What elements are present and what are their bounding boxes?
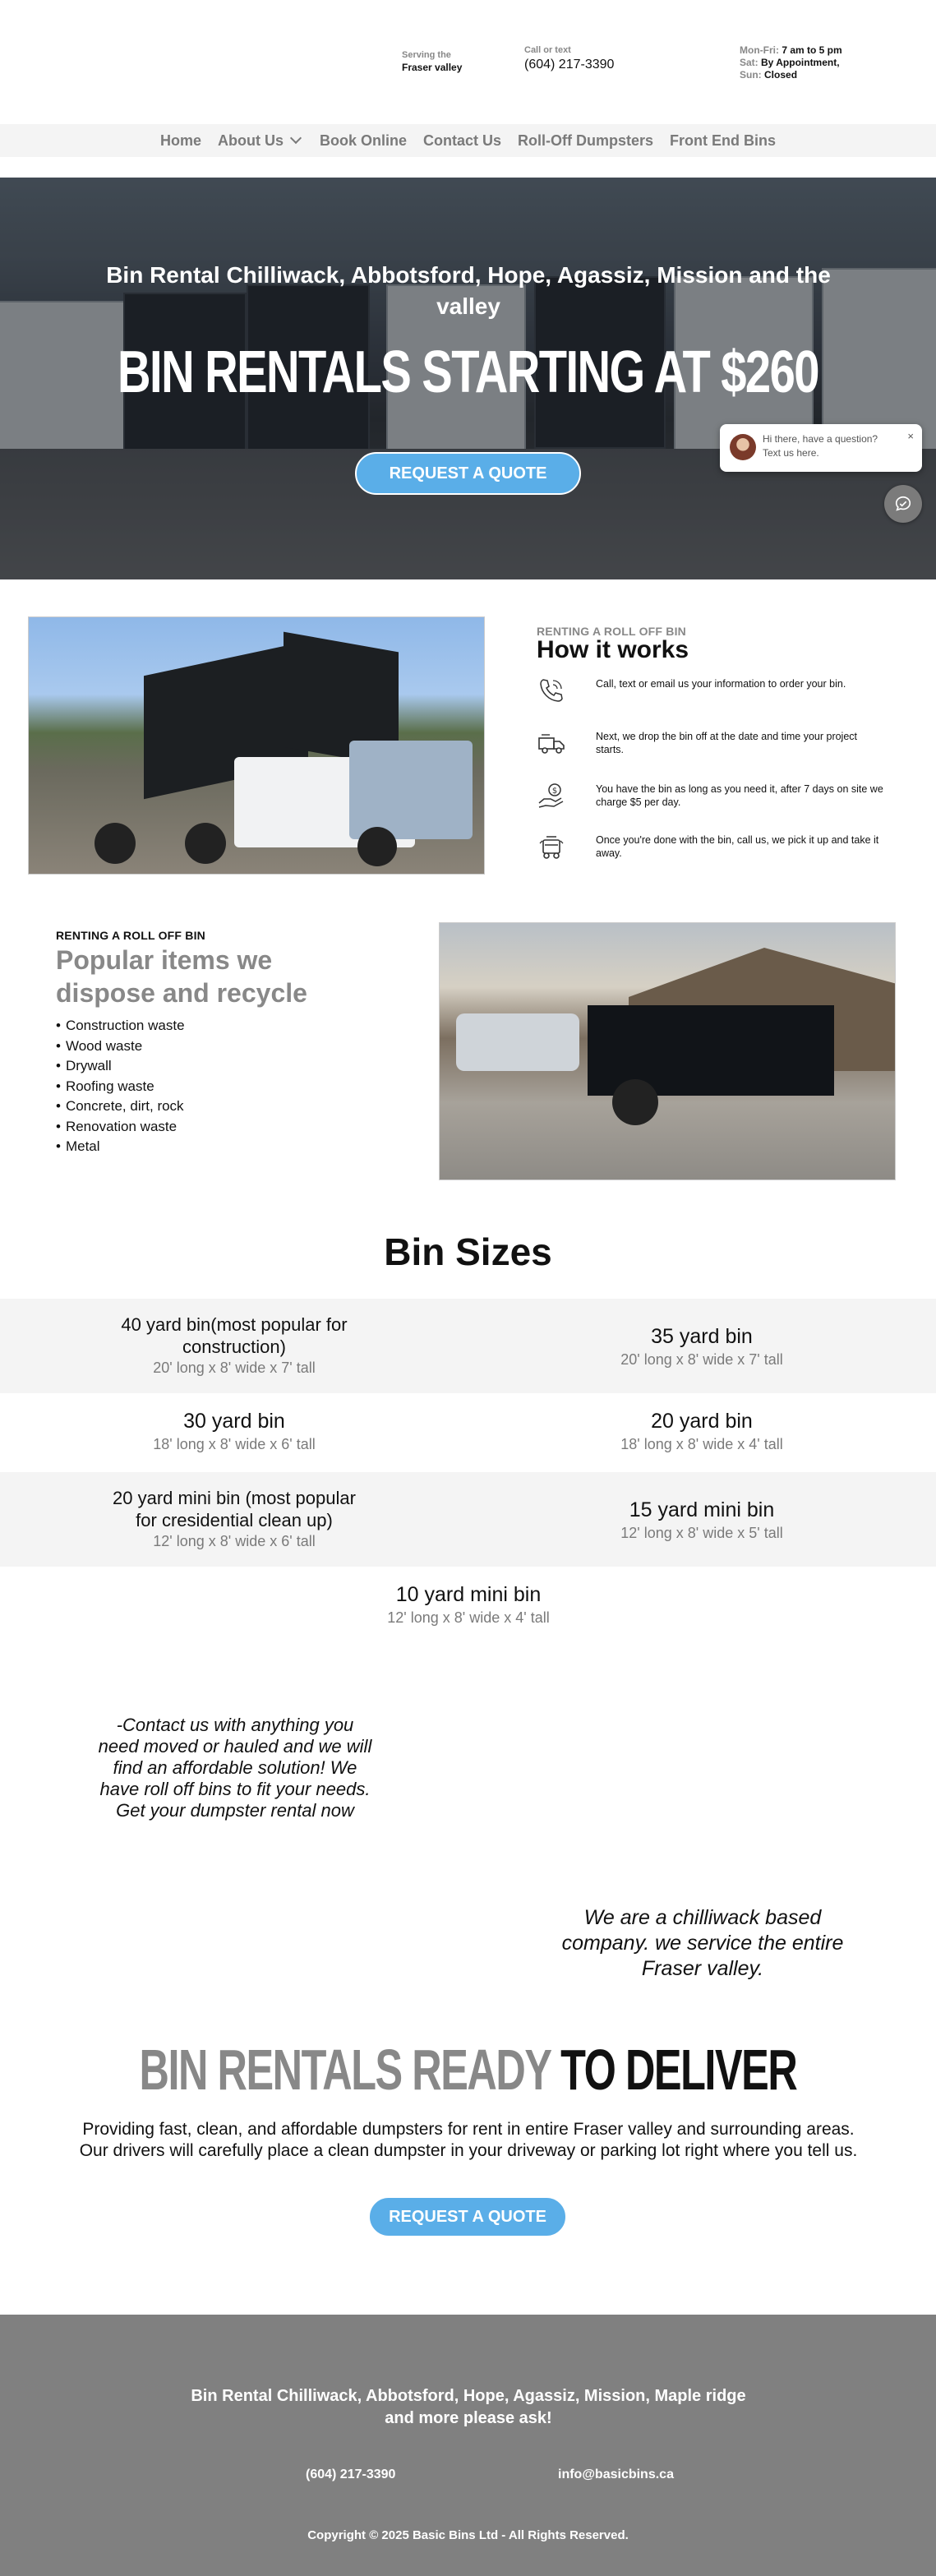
bin-size-name: 40 yard bin(most popular for construction) <box>121 1314 348 1357</box>
how-step-text: You have the bin as long as you need it, after 7 days on site we charge $5 per day. <box>596 783 883 808</box>
hero-subtitle: Bin Rental Chilliwack, Abbotsford, Hope, Agassiz, Mission and the valley <box>106 262 831 319</box>
ready-to-deliver-title <box>0 2037 936 2103</box>
main-nav <box>0 124 936 157</box>
photo-truck-cab <box>349 741 473 839</box>
chilliwack-based-quote: We are a chilliwack based company. we service the entire Fraser valley. <box>561 1906 844 1980</box>
nav-front-end-bins[interactable]: Front End Bins <box>670 132 777 149</box>
footer-copyright: Copyright © 2025 Basic Bins Ltd - All Rights Reserved. <box>307 2528 629 2542</box>
how-it-works-kicker: RENTING A ROLL OFF BIN <box>537 625 686 638</box>
popular-kicker: RENTING A ROLL OFF BIN <box>56 929 205 942</box>
service-area-value: Fraser valley <box>402 62 463 73</box>
photo-wheel <box>357 827 397 866</box>
hours-day: Mon-Fri: <box>740 44 779 56</box>
bin-size-dimensions: 18' long x 8' wide x 4' tall <box>620 1436 783 1452</box>
bin-size-row <box>0 1472 936 1567</box>
list-item: • Drywall <box>56 1056 185 1077</box>
call-label: Call or text <box>524 45 571 55</box>
hours-value: Closed <box>764 69 798 81</box>
list-item: • Construction waste <box>56 1016 185 1036</box>
money-hand-icon <box>537 781 566 810</box>
bin-size-dimensions: 12' long x 8' wide x 6' tall <box>153 1533 316 1549</box>
list-item: • Concrete, dirt, rock <box>56 1096 185 1117</box>
how-it-works-title: How it works <box>537 636 689 663</box>
ready-title-grey: BIN RENTALS READY <box>139 2038 561 2102</box>
how-step-text: Once you're done with the bin, call us, we pick it up and take it away. <box>596 834 879 859</box>
bin-size-dimensions: 12' long x 8' wide x 5' tall <box>620 1525 783 1541</box>
hours-row <box>740 57 842 69</box>
bin-size-name: 20 yard mini bin (most popular for cresidential clean up) <box>113 1488 356 1530</box>
how-step <box>537 781 882 814</box>
hours-value: By Appointment, <box>761 57 840 68</box>
how-step <box>537 832 882 865</box>
bin-size-card <box>70 1313 399 1378</box>
dumpster-truck-photo <box>28 616 485 875</box>
bin-size-row <box>0 1393 936 1472</box>
bin-size-card <box>537 1408 866 1454</box>
how-step-text: Call, text or email us your information to order your bin. <box>596 678 846 690</box>
top-info-bar <box>0 0 936 123</box>
bin-size-dimensions: 18' long x 8' wide x 6' tall <box>153 1436 316 1452</box>
contact-phone-block <box>524 44 614 71</box>
bin-size-dimensions: 20' long x 8' wide x 7' tall <box>153 1360 316 1376</box>
footer-phone-link[interactable]: (604) 217-3390 <box>306 2468 396 2481</box>
list-item: • Wood waste <box>56 1036 185 1057</box>
nav-contact-us[interactable]: Contact Us <box>423 132 502 149</box>
bin-size-card <box>537 1323 866 1369</box>
service-area-label: Serving the <box>402 50 451 60</box>
pickup-truck-icon <box>537 832 566 861</box>
chat-message-line: Text us here. <box>763 447 819 459</box>
nav-home[interactable]: Home <box>159 132 201 149</box>
photo-truck-cab <box>456 1013 579 1071</box>
hero-title: BIN RENTALS STARTING AT $260 <box>118 339 818 405</box>
chevron-down-icon <box>290 132 302 144</box>
delivery-truck-icon <box>537 728 566 758</box>
bin-size-name: 15 yard mini bin <box>629 1498 775 1521</box>
hours-day: Sat: <box>740 57 758 68</box>
hours-block <box>740 44 842 81</box>
hours-day: Sun: <box>740 69 762 81</box>
footer <box>0 2315 936 2576</box>
bin-size-card <box>70 1487 399 1551</box>
service-area <box>402 49 462 74</box>
bin-sizes-title: Bin Sizes <box>384 1230 552 1273</box>
nav-book-online[interactable]: Book Online <box>319 132 407 149</box>
chat-icon <box>894 495 912 513</box>
header-phone-link[interactable]: (604) 217-3390 <box>524 58 615 72</box>
ready-title-black: TO DELIVER <box>560 2038 797 2102</box>
hours-value: 7 am to 5 pm <box>782 44 842 56</box>
list-item: • Roofing waste <box>56 1077 185 1097</box>
hours-row <box>740 44 842 57</box>
how-step <box>537 676 882 709</box>
how-step-text: Next, we drop the bin off at the date and time your project starts. <box>596 731 858 755</box>
how-step <box>537 728 882 761</box>
bin-size-card <box>537 1497 866 1543</box>
phone-icon <box>537 676 566 705</box>
bin-size-name: 35 yard bin <box>651 1325 753 1348</box>
bin-size-card <box>304 1581 633 1627</box>
chat-popup[interactable] <box>720 424 922 472</box>
svg-text:$: $ <box>551 787 558 796</box>
bin-size-name: 30 yard bin <box>183 1410 285 1433</box>
photo-wheel <box>185 823 226 864</box>
hero-request-quote-button[interactable]: REQUEST A QUOTE <box>355 452 581 495</box>
hours-row <box>740 69 842 81</box>
nav-about-us[interactable] <box>218 132 303 150</box>
bin-size-row <box>0 1299 936 1393</box>
chat-avatar <box>730 434 756 460</box>
contact-us-quote: -Contact us with anything you need moved or hauled and we will find an affordable solution! We have roll off bins to fit your needs. Get your dumpster rental now <box>98 1715 372 1821</box>
nav-roll-off-dumpsters[interactable]: Roll-Off Dumpsters <box>518 132 654 149</box>
ready-to-deliver-text: Providing fast, clean, and affordable dumpsters for rent in entire Fraser valley and surrounding areas. Our drivers will carefully place a clean dumpster in your driveway or parking lot right where you tell us. <box>79 2120 858 2160</box>
nav-about-us-label: About Us <box>217 132 284 149</box>
photo-wheel <box>612 1079 658 1125</box>
bin-size-name: 20 yard bin <box>651 1410 753 1433</box>
photo-wheel <box>95 823 136 864</box>
close-icon[interactable]: × <box>907 430 914 442</box>
chat-button[interactable] <box>884 485 922 523</box>
list-item: • Metal <box>56 1137 185 1157</box>
bin-size-row <box>0 1567 936 1646</box>
footer-title: Bin Rental Chilliwack, Abbotsford, Hope, Agassiz, Mission, Maple ridge and more please ask! <box>191 2387 746 2427</box>
bin-size-name: 10 yard mini bin <box>395 1583 542 1606</box>
dumpster-driveway-photo <box>439 922 896 1180</box>
bin-size-card <box>70 1408 399 1454</box>
bin-size-dimensions: 20' long x 8' wide x 7' tall <box>620 1351 783 1368</box>
hero-section <box>0 178 936 579</box>
chat-message-line: Hi there, have a question? <box>763 433 878 445</box>
list-item: • Renovation waste <box>56 1117 185 1138</box>
footer-email-link[interactable]: info@basicbins.ca <box>558 2468 674 2481</box>
bin-size-dimensions: 12' long x 8' wide x 4' tall <box>387 1609 550 1626</box>
popular-items-list <box>56 1016 185 1157</box>
request-quote-button[interactable]: REQUEST A QUOTE <box>368 2196 567 2237</box>
popular-title: Popular items we dispose and recycle <box>56 945 307 1008</box>
